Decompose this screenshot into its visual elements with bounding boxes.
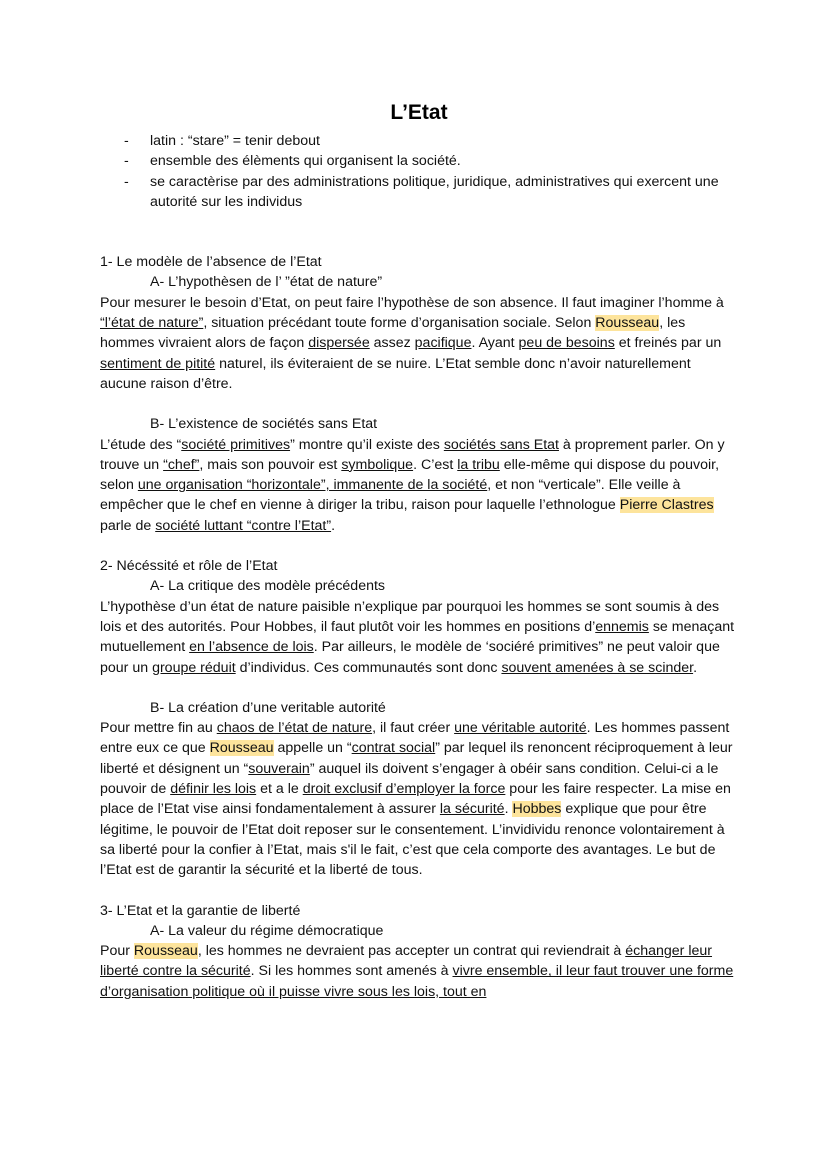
intro-list <box>100 131 738 212</box>
section-3a-paragraph: Pour Rousseau, les hommes ne devraient pas accepter un contrat qui reviendrait à échanger leur liberté contre la sécurité. Si les hommes sont amenés à vivre ensemble, il leur faut trouver une forme d’organisation politique où il puisse vivre sous les lois, tout en <box>100 943 734 1000</box>
section-1a-heading: A- L’hypothèsen de l’ ”état de nature” <box>150 274 383 291</box>
section-2a-paragraph: L’hypothèse d’un état de nature paisible n’explique par pourquoi les hommes se sont soumis à des lois et des autorités. Pour Hobbes, il faut plutôt voir les hommes en positions d’ennemis se menaçant mutuellement en l’absence de lois. Par ailleurs, le modèle de ‘sociéré primitives” ne peut valoir que pour un groupe réduit d’individus. Ces communautés sont donc souvent amenées à se scinder. <box>100 598 735 676</box>
section-2b-heading: B- La création d’une veritable autorité <box>150 699 386 716</box>
section-2a-heading: A- La critique des modèle précédents <box>150 578 386 595</box>
section-2b-paragraph: Pour mettre fin au chaos de l’état de nature, il faut créer une véritable autorité. Les hommes passent entre eux ce que Rousseau appelle un “contrat social” par lequel ils renoncent réciproquement à leur liberté et désignent un “souverain” auquel ils doivent s’engager à obéir sans condition. Celui-ci a le pouvoir de définir les lois et a le droit exclusif d’employer la force pour les faire respecter. La mise en place de l’Etat vise ainsi fondamentalement à assurer la sécurité. Hobbes explique que pour être légitime, le pouvoir de l’Etat doit reposer sur le consentement. L’invidividu renonce volontairement à sa liberté pour la confier à l’Etat, mais s'il le fait, c’est que cela comporte des avantages. Le but de l’Etat est de garantir la sécurité et la liberté de tous. <box>100 720 733 879</box>
list-item: - latin : “stare” = tenir debout <box>100 131 738 151</box>
highlight-clastres: Pierre Clastres <box>619 497 714 514</box>
highlight-rousseau: Rousseau <box>209 740 274 757</box>
list-item: - se caractèrise par des administrations politique, juridique, administratives qui exercent une autorité sur les individus <box>100 172 738 213</box>
section-1b-paragraph: L’étude des “société primitives” montre qu’il existe des sociétés sans Etat à proprement parler. On y trouve un “chef”, mais son pouvoir est symbolique. C’est la tribu elle-même qui dispose du pouvoir, selon une organisation “horizontale”, immanente de la société, et non “verticale”. Elle veille à empêcher que le chef en vienne à diriger la tribu, raison pour laquelle l’ethnologue Pierre Clastres parle de société luttant “contre l’Etat”. <box>100 436 725 534</box>
section-1-heading: 1- Le modèle de l’absence de l’Etat <box>100 254 322 271</box>
highlight-rousseau: Rousseau <box>595 315 660 332</box>
section-3-heading: 3- L’Etat et la garantie de liberté <box>100 902 301 919</box>
section-2-heading: 2- Nécéssité et rôle de l’Etat <box>100 558 278 575</box>
highlight-rousseau: Rousseau <box>133 943 198 960</box>
list-item: - ensemble des élèments qui organisent la société. <box>100 151 738 171</box>
section-1b-heading: B- L’existence de sociétés sans Etat <box>150 416 378 433</box>
highlight-hobbes: Hobbes <box>512 801 562 818</box>
section-1a-paragraph: Pour mesurer le besoin d’Etat, on peut faire l’hypothèse de son absence. Il faut imaginer l’homme à “l’état de nature”, situation précédant toute forme d’organisation sociale. Selon Rousseau, les hommes vivraient alors de façon dispersée assez pacifique. Ayant peu de besoins et freinés par un sentiment de pitité naturel, ils éviteraient de se nuire. L’Etat semble donc n’avoir naturellement aucune raison d’être. <box>100 294 724 392</box>
section-3a-heading: A- La valeur du régime démocratique <box>150 922 384 939</box>
page-title: L’Etat <box>390 101 448 124</box>
